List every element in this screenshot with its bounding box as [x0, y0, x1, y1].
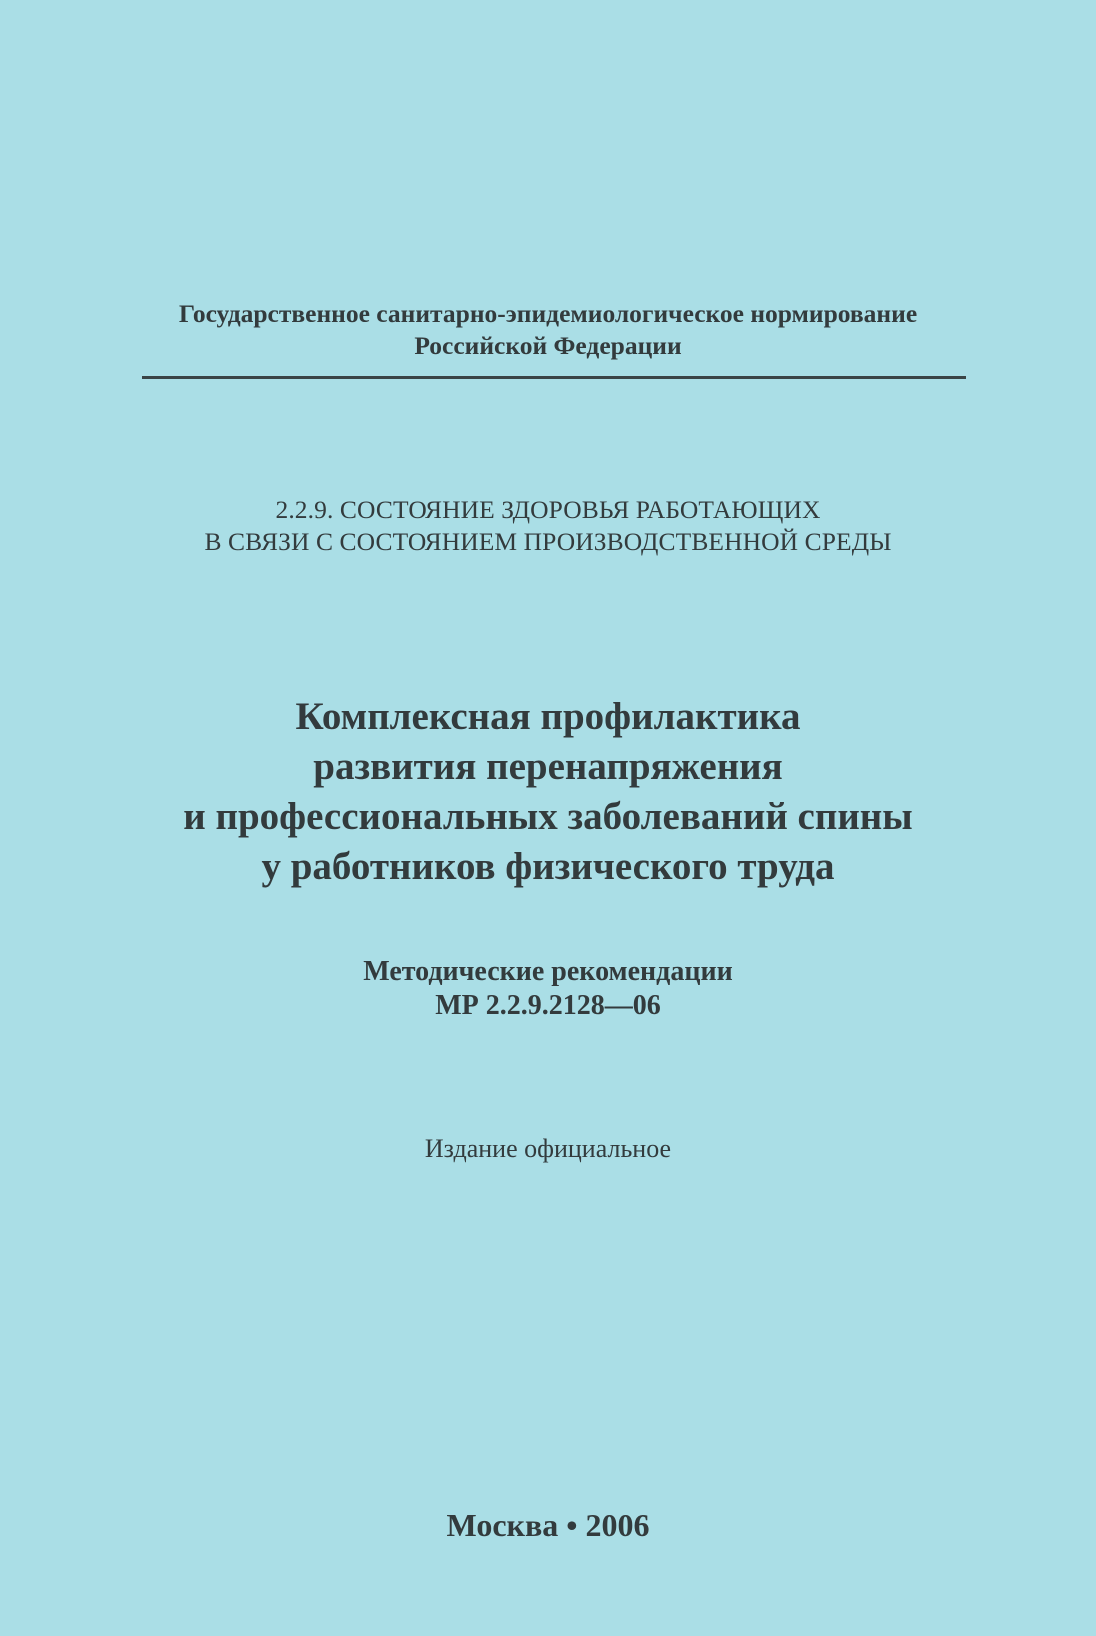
- section-heading: [0, 494, 1096, 558]
- section-line-2: В СВЯЗИ С СОСТОЯНИЕМ ПРОИЗВОДСТВЕННОЙ СРЕДЫ: [204, 527, 892, 556]
- header-line-1: Государственное санитарно-эпидемиологическое нормирование: [178, 299, 918, 328]
- section-line-1: 2.2.9. СОСТОЯНИЕ ЗДОРОВЬЯ РАБОТАЮЩИХ: [275, 495, 821, 524]
- edition-label: Издание официальное: [424, 1134, 672, 1163]
- issuing-authority-header: [0, 298, 1096, 362]
- document-title: [0, 692, 1096, 892]
- header-line-2: Российской Федерации: [414, 331, 682, 360]
- publication-imprint: Москва • 2006: [446, 1507, 650, 1543]
- title-line-1: Комплексная профилактика: [295, 695, 801, 738]
- document-number: МР 2.2.9.2128—06: [435, 990, 661, 1021]
- document-type-label: Методические рекомендации: [363, 956, 733, 987]
- header-divider: [142, 376, 966, 379]
- title-line-2: развития перенапряжения: [313, 745, 783, 788]
- title-line-3: и профессиональных заболеваний спины: [183, 795, 913, 838]
- title-line-4: у работников физического труда: [261, 845, 835, 888]
- document-type: [0, 955, 1096, 1023]
